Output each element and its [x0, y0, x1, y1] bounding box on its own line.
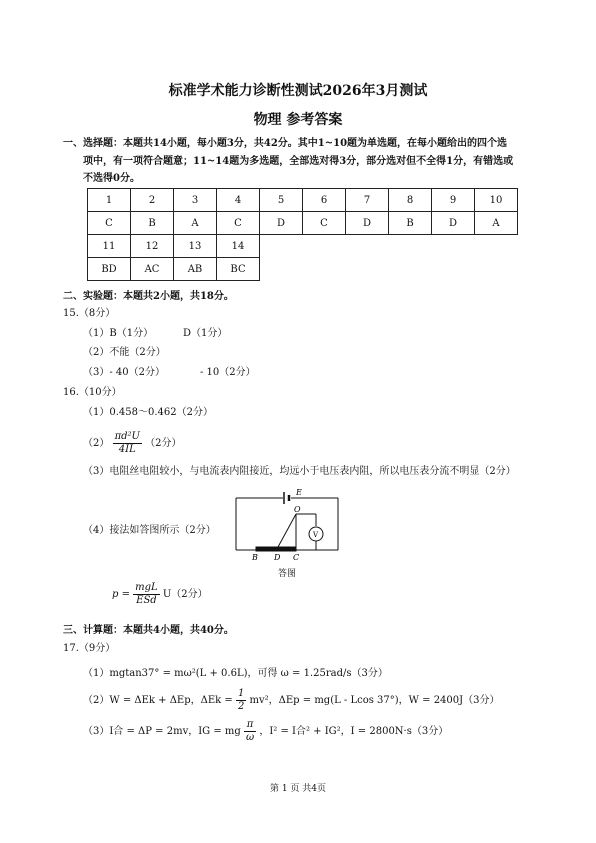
answer-table-cell: BD — [88, 258, 131, 281]
q15-answer-3: （3）- 40（2分） — [83, 367, 166, 378]
answer-table-cell: 2 — [131, 189, 174, 212]
answer-table-cell: A — [475, 212, 518, 235]
answer-table-cell: C — [217, 212, 260, 235]
circuit-diagram — [228, 486, 348, 566]
answer-table-cell: AC — [131, 258, 174, 281]
answer-table-cell: 13 — [174, 235, 217, 258]
answer-table-cell: 6 — [303, 189, 346, 212]
answer-table-cell: C — [88, 212, 131, 235]
q17-answer-2 — [83, 688, 500, 713]
label-V: V — [313, 531, 319, 539]
answer-table-cell: D — [260, 212, 303, 235]
answer-table-cell: 11 — [88, 235, 131, 258]
formula-fraction — [133, 582, 160, 607]
fraction-numerator: π — [244, 719, 256, 732]
diagram-caption: 答图 — [278, 569, 297, 579]
fraction-denominator: ESd — [136, 595, 157, 606]
label-B: B — [252, 553, 258, 562]
q17-a3-post: ，I² = I合² + IG²，I = 2800N·s（3分） — [259, 726, 449, 737]
answer-table-row2 — [87, 234, 260, 281]
q17-answer-1: （1）mgtan37° = mω²(L + 0.6L)，可得 ω = 1.25rad/s（3分） — [83, 668, 388, 679]
label-O: O — [294, 505, 301, 514]
formula-lhs: p = — [112, 589, 130, 600]
answer-table-cell: AB — [174, 258, 217, 281]
q17-a3-fraction — [244, 719, 256, 744]
answer-table-cell: 3 — [174, 189, 217, 212]
q16-answer-1: （1）0.458～0.462（2分） — [83, 407, 213, 418]
q16-a2-fraction — [113, 431, 142, 456]
formula-tail: U（2分） — [162, 589, 208, 600]
q17-a3-pre: （3）I合 = ΔP = 2mv，IG = mg — [83, 726, 241, 737]
fraction-denominator: ω — [245, 732, 255, 743]
q15-answer-2: （2）不能（2分） — [83, 347, 166, 358]
fraction-denominator: 2 — [237, 701, 245, 712]
label-E: E — [296, 488, 302, 497]
fraction-denominator: 4IL — [118, 444, 136, 455]
page-subtitle: 物理 参考答案 — [253, 112, 343, 128]
q16-answer-2 — [83, 431, 182, 456]
q17-a2-post: mv²，ΔEp = mg(L - Lcos 37°)，W = 2400J（3分） — [249, 695, 500, 706]
q15-answer-3b: - 10（2分） — [200, 367, 256, 378]
label-D: D — [274, 553, 281, 562]
q16-a2-score: （2分） — [145, 438, 182, 449]
section2-heading: 二、实验题：本题共2小题，共18分。 — [63, 291, 234, 302]
label-C: C — [293, 553, 300, 562]
answer-table-cell: D — [432, 212, 475, 235]
section1-line1: 一、选择题：本题共14小题，每小题3分，共42分。其中1~10题为单选题，在每小题给出的四个选 — [63, 138, 508, 149]
answer-table-cell: BC — [217, 258, 260, 281]
answer-table-cell: 1 — [88, 189, 131, 212]
q16-a2-prefix: （2） — [83, 438, 110, 449]
q16-answer-3: （3）电阻丝电阻较小，与电流表内阻接近，均远小于电压表内阻，所以电压表分流不明显（2分） — [83, 466, 516, 477]
q15-answer-1: （1）B（1分） — [83, 328, 154, 339]
answer-table-cell: 12 — [131, 235, 174, 258]
answer-table-cell: 7 — [346, 189, 389, 212]
answer-table-cell: 8 — [389, 189, 432, 212]
q17-answer-3 — [83, 719, 448, 744]
section1-line3: 不选得0分。 — [83, 173, 140, 184]
answer-table-cell: 14 — [217, 235, 260, 258]
fraction-numerator: πd²U — [114, 431, 140, 442]
q15-label: 15.（8分） — [63, 308, 116, 319]
answer-table-cell: 10 — [475, 189, 518, 212]
answer-table-cell: 5 — [260, 189, 303, 212]
fraction-numerator: mgL — [135, 582, 158, 593]
q16-label: 16.（10分） — [63, 387, 122, 398]
answer-table-cell: C — [303, 212, 346, 235]
answer-table-row1 — [87, 188, 518, 235]
page-footer: 第 1 页 共4页 — [269, 784, 327, 794]
q16-pressure-formula — [112, 582, 208, 607]
q17-label: 17.（9分） — [63, 643, 116, 654]
q17-a2-fraction — [236, 688, 246, 713]
answer-table-cell: 4 — [217, 189, 260, 212]
section3-heading: 三、计算题：本题共4小题，共40分。 — [63, 625, 234, 636]
answer-table-cell: A — [174, 212, 217, 235]
q17-a2-pre: （2）W = ΔEk + ΔEp，ΔEk = — [83, 695, 233, 706]
answer-table-cell: 9 — [432, 189, 475, 212]
q16-answer-4: （4）接法如答图所示（2分） — [83, 525, 216, 536]
answer-table-cell: B — [131, 212, 174, 235]
fraction-numerator: 1 — [237, 688, 245, 699]
section1-line2: 项中，有一项符合题意；11~14题为多选题，全部选对得3分，部分选对但不全得1分，有错选或 — [83, 156, 514, 167]
answer-table-cell: B — [389, 212, 432, 235]
q15-answer-1b: D（1分） — [183, 328, 228, 339]
page-title: 标准学术能力诊断性测试2026年3月测试 — [168, 83, 428, 99]
answer-table-cell: D — [346, 212, 389, 235]
